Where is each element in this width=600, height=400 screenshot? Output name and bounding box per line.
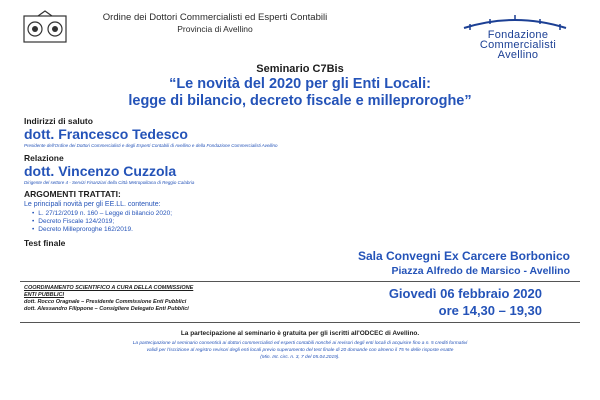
ordine-logo <box>22 10 68 44</box>
greetings-name: dott. Francesco Tedesco <box>24 126 188 142</box>
coordination-heading-text: COORDINAMENTO SCIENTIFICO A CURA DELLA COMMISSIONE <box>24 285 194 291</box>
fondazione-line: Commercialisti <box>479 39 557 51</box>
event-date: Giovedì 06 febbraio 2020 <box>388 286 542 301</box>
org-subtitle: Provincia di Avellino <box>177 24 253 34</box>
seminar-title-line1: “Le novità del 2020 per gli Enti Locali: <box>169 76 431 92</box>
seminar-title-line2: legge di bilancio, decreto fiscale e milleproroghe” <box>128 93 472 109</box>
event-time: ore 14,30 – 19,30 <box>438 303 542 318</box>
list-item: • L. 27/12/2019 n. 160 – Legge di bilancio 2020; <box>32 210 172 218</box>
seminar-label: Seminario C7Bis <box>256 63 344 75</box>
speaker-label: Relazione <box>24 153 64 163</box>
topics-intro: Le principali novità per gli EE.LL. contenute: <box>24 201 161 208</box>
greetings-label: Indirizzi di saluto <box>24 116 93 126</box>
venue-name: Sala Convegni Ex Carcere Borbonico <box>357 249 570 263</box>
final-test-label: Test finale <box>24 238 66 248</box>
coordination-person: dott. Rocco Oragnale – Presidente Commissione Enti Pubblici <box>24 299 187 305</box>
fondazione-wordmark <box>458 30 578 60</box>
ordine-emblem-icon <box>22 10 68 44</box>
coordination-heading <box>24 285 193 291</box>
free-participation-note: La partecipazione al seminario è gratuita per gli iscritti all'ODCEC di Avellino. <box>180 330 420 337</box>
divider <box>20 322 580 323</box>
fondazione-line: Fondazione <box>487 29 549 41</box>
topics-list <box>32 210 172 234</box>
speaker-role: Dirigente del settore 4 - Servizi Finanziari della Città Metropolitana di Reggio Calabria <box>24 180 195 185</box>
coordination-heading2-text: ENTI PUBBLICI <box>24 292 65 298</box>
venue-address: Piazza Alfredo de Marsico - Avellino <box>391 265 570 277</box>
org-title: Ordine dei Dottori Commercialisti ed Esperti Contabili <box>102 12 328 23</box>
coordination-person: dott. Alessandro Filippone – Consigliere Delegato Enti Pubblici <box>24 306 189 312</box>
list-item: • Decreto Fiscale 124/2019; <box>32 218 172 226</box>
list-item: • Decreto Milleproroghe 162/2019. <box>32 226 172 234</box>
topics-label: ARGOMENTI TRATTATI: <box>24 189 121 199</box>
divider <box>20 281 580 282</box>
credits-note: (Min. Int. circ. n. 3, 7 del 05.04.2019). <box>260 355 340 360</box>
speaker-name: dott. Vincenzo Cuzzola <box>24 163 177 179</box>
coordination-heading2 <box>24 292 64 298</box>
fondazione-line: Avellino <box>497 49 539 61</box>
greetings-role: Presidente dell'Ordine dei Dottori Commercialisti e degli Esperti Contabili di Avellino e della Fondazione Commercialisti Avellino <box>24 143 278 148</box>
credits-note: validi per l'iscrizione al registro revisori degli enti locali previo superamento del test finale di 20 domande con almeno il 75 % delle risposte esatte <box>146 348 454 353</box>
credits-note: La partecipazione al seminario consentirà ai dottori commercialisti ed esperti contabili nonché ai revisori degli enti locali di acquisire fino a n. 5 crediti formativi <box>132 341 468 346</box>
